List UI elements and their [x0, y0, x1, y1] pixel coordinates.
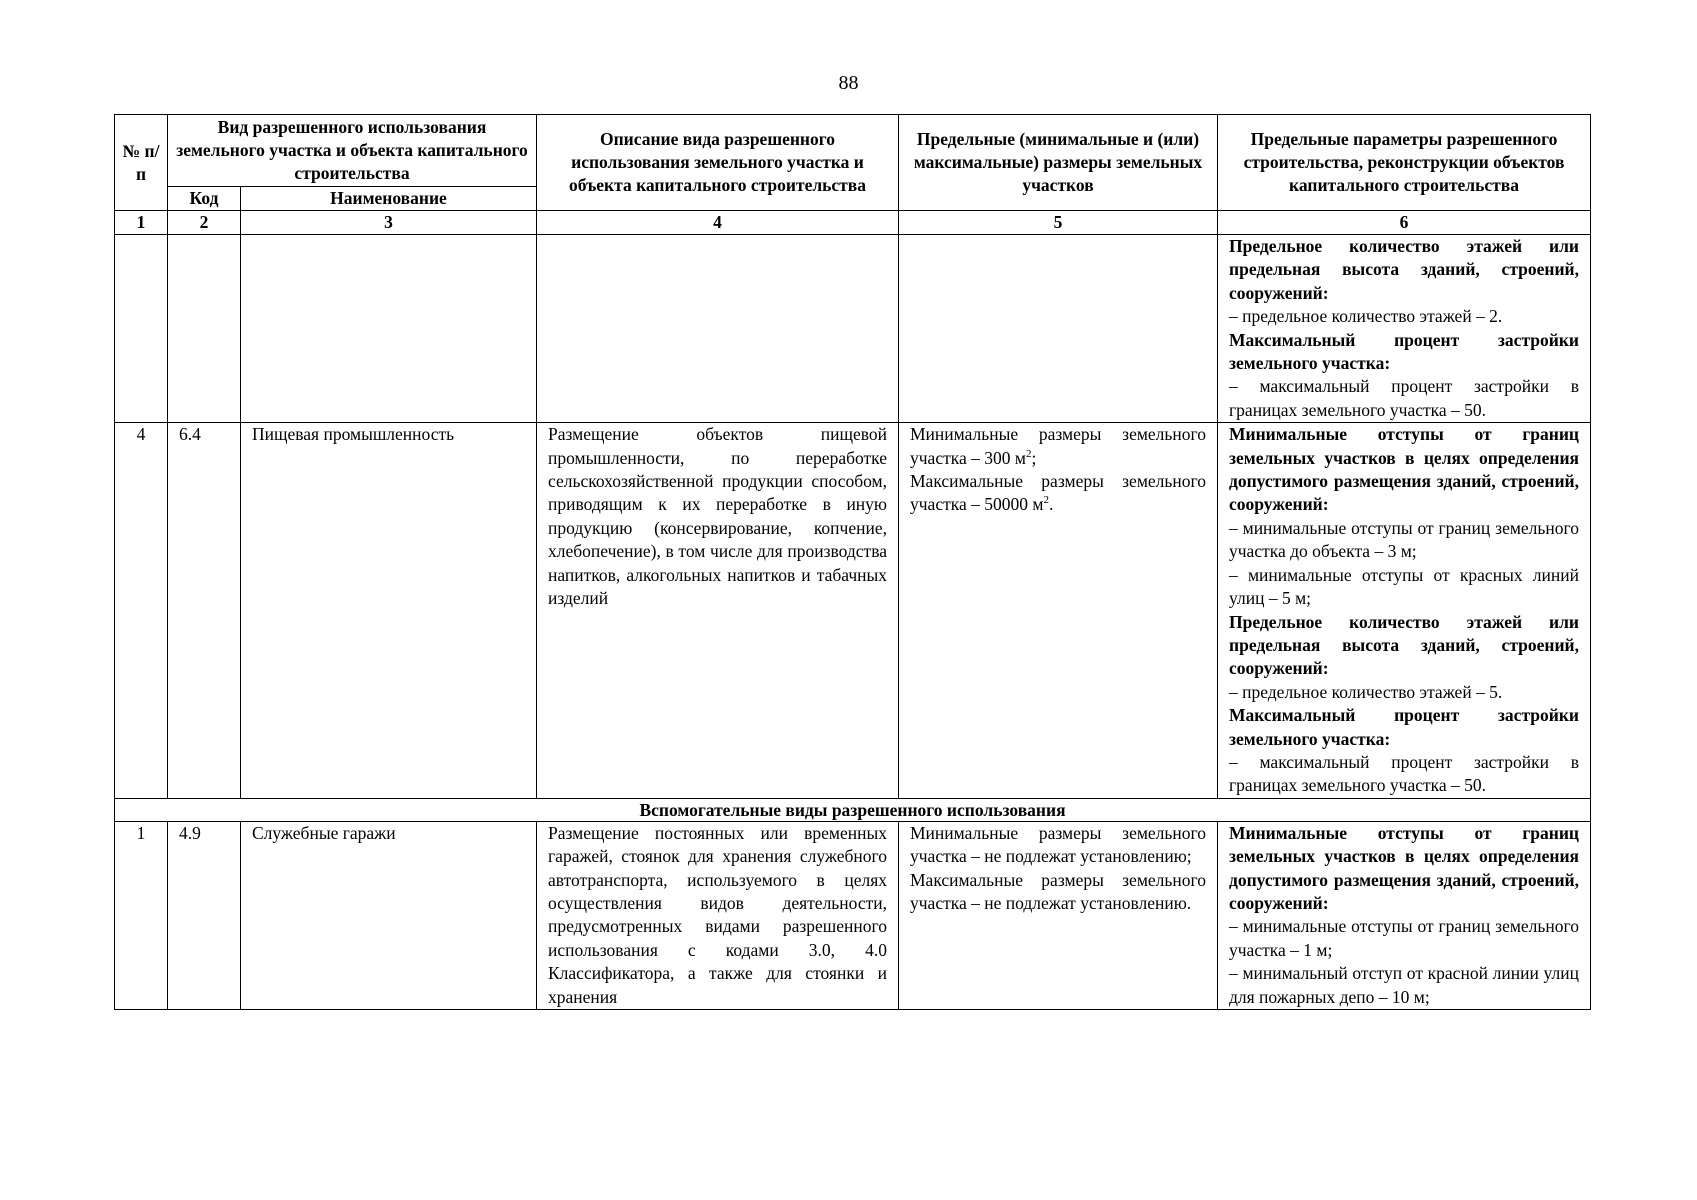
size-item: Минимальные размеры земельного участка – 300 $м^2$;: [910, 424, 1206, 468]
row-num: [115, 235, 168, 423]
param-heading: Минимальные отступы от границ земельных участков в целях определения допустимого размещения зданий, строений, сооружений:: [1229, 822, 1579, 913]
land-use-table: [114, 114, 1591, 1010]
param-item: – предельное количество этажей – 2.: [1229, 306, 1503, 327]
param-heading: Максимальный процент застройки земельного участка:: [1229, 705, 1579, 749]
page-number: 88: [838, 72, 859, 94]
section-row: [115, 798, 1591, 821]
size-item: Максимальные размеры земельного участка – 50000 $м^2$.: [910, 471, 1206, 515]
row-sizes: [899, 821, 1218, 1009]
header-description: Описание вида разрешенного использования земельного участка и объекта капитального строительства: [537, 115, 899, 211]
row-name: Служебные гаражи: [241, 821, 537, 1009]
header-num: № п/п: [115, 115, 168, 211]
row-description: Размещение объектов пищевой промышленности, по переработке сельскохозяйственной продукции способом, приводящим к их переработке в иную продукцию (консервирование, копчение, хлебопечение), в том числе для производства напитков, алкогольных напитков и табачных изделий: [537, 423, 899, 799]
param-item: – минимальные отступы от границ земельного участка до объекта – 3 м;: [1229, 517, 1579, 562]
param-heading: Предельное количество этажей или предельная высота зданий, строений, сооружений:: [1229, 611, 1579, 679]
col-number: 3: [241, 211, 537, 235]
param-heading: Предельное количество этажей или предельная высота зданий, строений, сооружений:: [1229, 236, 1579, 303]
param-item: – минимальные отступы от границ земельного участка – 1 м;: [1229, 916, 1579, 960]
param-item: – максимальный процент застройки в границах земельного участка – 50.: [1229, 751, 1579, 796]
param-heading: Максимальный процент застройки земельного участка:: [1229, 329, 1579, 374]
row-num: 1: [115, 821, 168, 1009]
header-name: Наименование: [241, 187, 537, 211]
param-item: – максимальный процент застройки в границах земельного участка – 50.: [1229, 376, 1579, 420]
row-code: 6.4: [168, 423, 241, 799]
row-params: [1218, 821, 1591, 1009]
row-name: [241, 235, 537, 423]
row-params: [1218, 235, 1591, 423]
header-group: Вид разрешенного использования земельного участка и объекта капитального строительства: [168, 115, 537, 187]
size-item: Максимальные размеры земельного участка – не подлежат установлению.: [910, 869, 1206, 913]
col-number: 5: [899, 211, 1218, 235]
header-sizes: Предельные (минимальные и (или) максимальные) размеры земельных участков: [899, 115, 1218, 211]
size-item: Минимальные размеры земельного участка – не подлежат установлению;: [910, 822, 1206, 867]
section-title: Вспомогательные виды разрешенного использования: [115, 798, 1591, 821]
param-item: – предельное количество этажей – 5.: [1229, 681, 1503, 702]
header-params: Предельные параметры разрешенного строительства, реконструкции объектов капитального строительства: [1218, 115, 1591, 211]
row-sizes: [899, 423, 1218, 799]
row-name: Пищевая промышленность: [241, 423, 537, 799]
table-row: [115, 423, 1591, 799]
row-params: [1218, 423, 1591, 799]
param-item: – минимальный отступ от красной линии улиц для пожарных депо – 10 м;: [1229, 963, 1579, 1007]
row-code: 4.9: [168, 821, 241, 1009]
col-number: 1: [115, 211, 168, 235]
col-number: 2: [168, 211, 241, 235]
col-number: 4: [537, 211, 899, 235]
row-num: 4: [115, 423, 168, 799]
col-number: 6: [1218, 211, 1591, 235]
row-sizes: [899, 235, 1218, 423]
row-description: [537, 235, 899, 423]
row-description: Размещение постоянных или временных гаражей, стоянок для хранения служебного автотранспорта, используемого в целях осуществления видов деятельности, предусмотренных видами разрешенного использования с кодами 3.0, 4.0 Классификатора, а также для стоянки и хранения: [537, 821, 899, 1009]
table-row: [115, 821, 1591, 1009]
param-heading: Минимальные отступы от границ земельных участков в целях определения допустимого размещения зданий, строений, сооружений:: [1229, 424, 1579, 515]
header-code: Код: [168, 187, 241, 211]
param-item: – минимальные отступы от красных линий улиц – 5 м;: [1229, 564, 1579, 609]
table-row: [115, 235, 1591, 423]
row-code: [168, 235, 241, 423]
